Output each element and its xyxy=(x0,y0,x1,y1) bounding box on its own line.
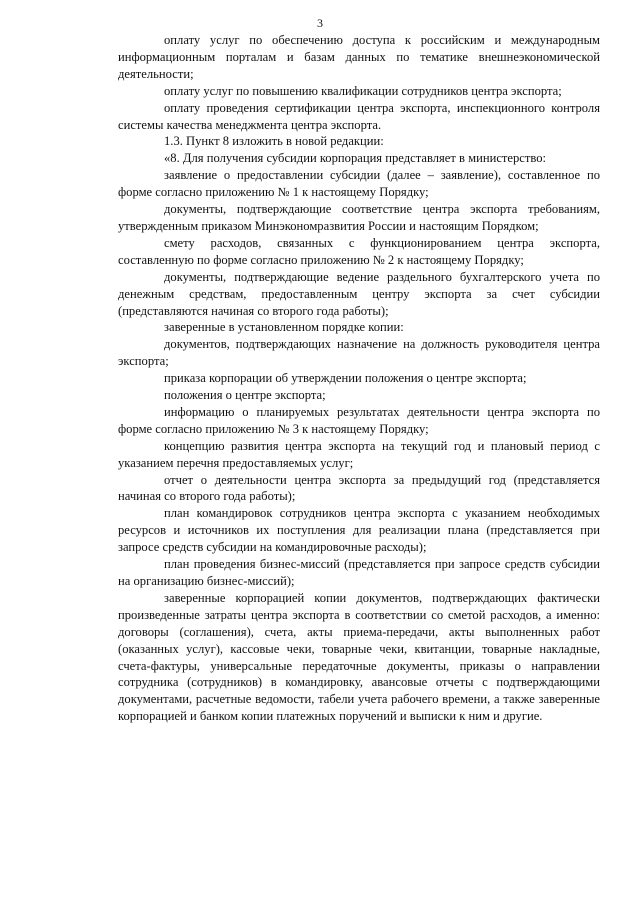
paragraph-regulation: положения о центре экспорта; xyxy=(164,388,326,403)
paragraph-accounting-documents: документы, подтверждающие ведение раздельного бухгалтерского учета по денежным средствам, предоставленным центру экспорта за счет субсидии (представляются начиная со второго года работы); xyxy=(118,269,600,318)
paragraph-item-8-intro: «8. Для получения субсидии корпорация представляет в министерство: xyxy=(164,151,547,166)
document-body xyxy=(118,32,600,725)
paragraph-expense-estimate: смету расходов, связанных с функционированием центра экспорта, составленную по форме согласно приложению № 2 к настоящему Порядку; xyxy=(118,235,600,267)
paragraph-development-concept: концепцию развития центра экспорта на текущий год и плановый период с указанием перечня предоставляемых услуг; xyxy=(118,438,600,470)
paragraph-cost-documents: заверенные корпорацией копии документов, подтверждающих фактически произведенные затраты центра экспорта в соответствии со сметой расходов, а именно: договоры (соглашения), счета, акты приема-передачи, акты выполненных работ (оказанных услуг), кассовые чеки, товарные чеки, квитанции, товарные накладные, счета-фактуры, универсальные передаточные документы, приказы о направлении сотрудника (сотрудников) в командировку, авансовые отчеты с подтверждающими документами, расчетные ведомости, табели учета рабочего времени, а также заверенные корпорацией и банком копии платежных поручений и выписки к ним и другие. xyxy=(118,590,600,724)
paragraph-application: заявление о предоставлении субсидии (далее – заявление), составленное по форме согласно приложению № 1 к настоящему Порядку; xyxy=(118,168,600,200)
paragraph-director-appointment: документов, подтверждающих назначение на должность руководителя центра экспорта; xyxy=(118,337,600,369)
paragraph-business-trips-plan: план командировок сотрудников центра экспорта с указанием необходимых ресурсов и источников их поступления для реализации плана (представляется при запросе средств субсидии на командировочные расходы); xyxy=(118,506,600,555)
page-number: 3 xyxy=(317,16,323,30)
paragraph-activity-report: отчет о деятельности центра экспорта за предыдущий год (представляется начиная со второго года работы); xyxy=(118,472,600,504)
paragraph-certified-copies: заверенные в установленном порядке копии: xyxy=(164,320,404,335)
paragraph-certification: оплату проведения сертификации центра экспорта, инспекционного контроля системы качества менеджмента центра экспорта. xyxy=(118,100,600,132)
paragraph-item-1-3: 1.3. Пункт 8 изложить в новой редакции: xyxy=(164,134,384,149)
paragraph-planned-results: информацию о планируемых результатах деятельности центра экспорта по форме согласно приложению № 3 к настоящему Порядку; xyxy=(118,404,600,436)
paragraph-business-missions-plan: план проведения бизнес-миссий (представляется при запросе средств субсидии на организацию бизнес-миссий); xyxy=(118,557,600,588)
paragraph-compliance-documents: документы, подтверждающие соответствие центра экспорта требованиям, утвержденным приказом Минэкономразвития России и настоящим Порядком; xyxy=(118,202,600,233)
paragraph-regulation-order: приказа корпорации об утверждении положения о центре экспорта; xyxy=(164,371,527,386)
paragraph-portal-access: оплату услуг по обеспечению доступа к российским и международным информационным порталам и базам данных по тематике внешнеэкономической деятельности; xyxy=(118,33,600,81)
paragraph-qualification: оплату услуг по повышению квалификации сотрудников центра экспорта; xyxy=(164,83,562,98)
